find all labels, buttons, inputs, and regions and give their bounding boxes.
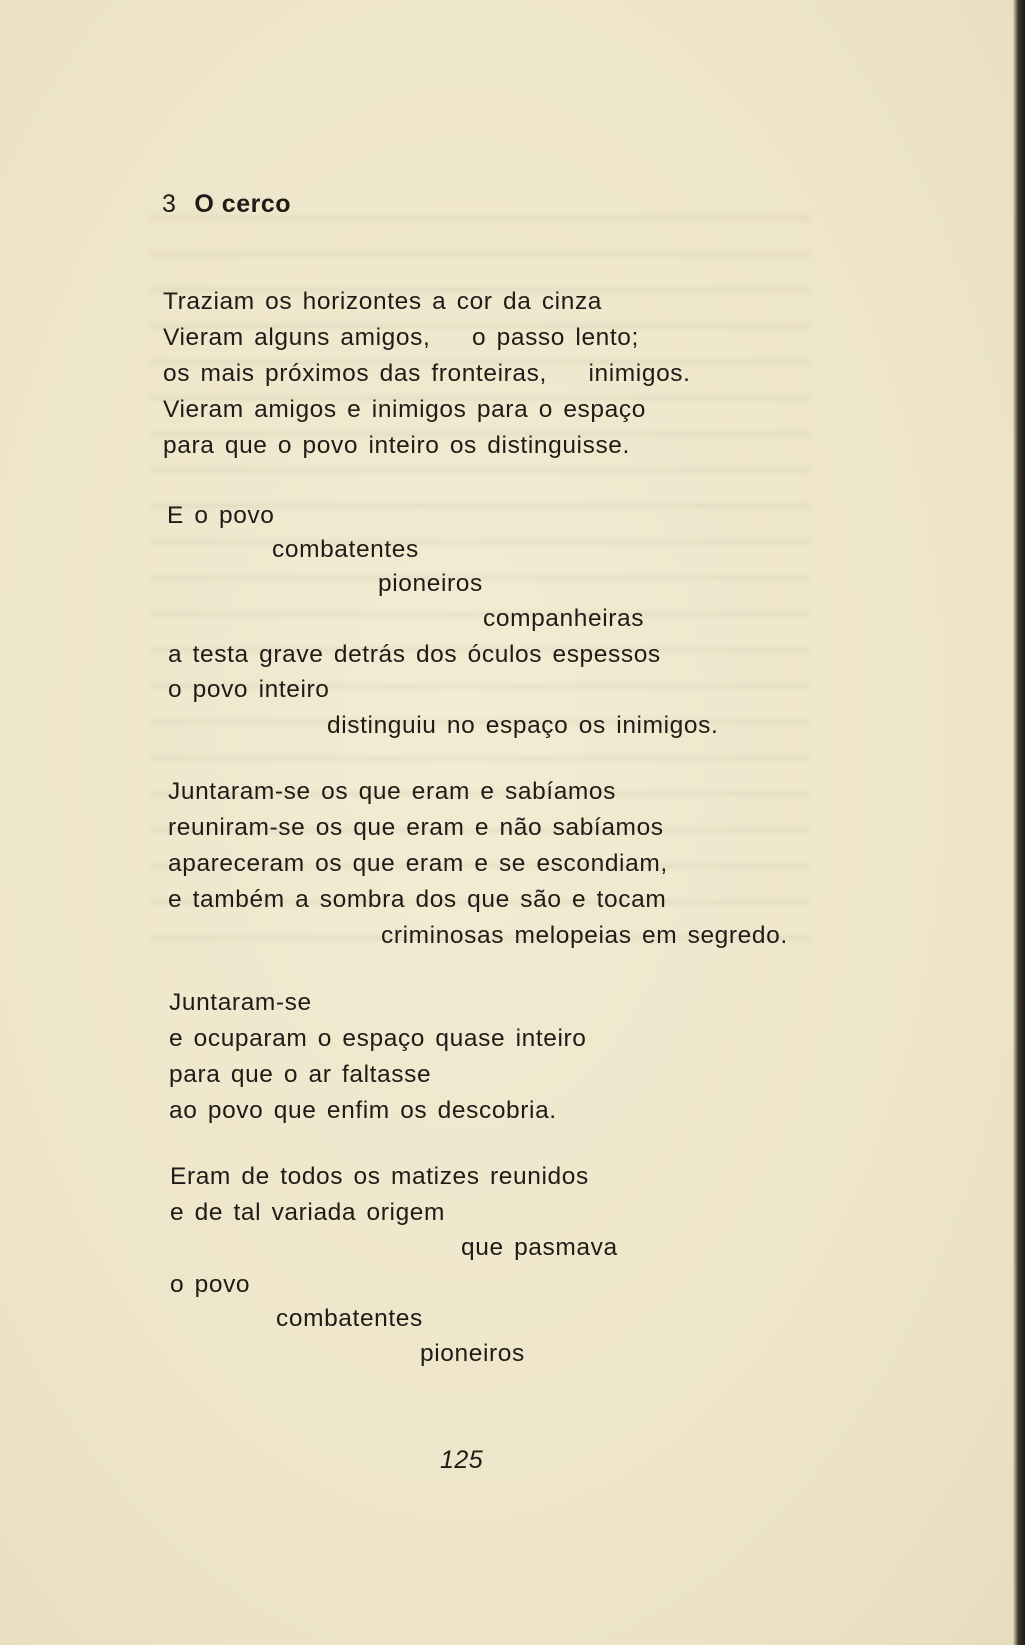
poem-line: E o povo [167,502,275,529]
poem-heading [162,190,291,219]
poem-line: combatentes [276,1305,423,1332]
poem-line: o povo inteiro [168,676,330,703]
poem-line: os mais próximos das fronteiras, inimigos. [163,360,691,387]
poem-line: companheiras [483,605,645,632]
poem-line: Eram de todos os matizes reunidos [170,1163,589,1190]
poem-line: o povo [170,1271,251,1298]
page-number: 125 [440,1446,484,1474]
poem-line: Juntaram-se os que eram e sabíamos [168,778,617,805]
poem-line: que pasmava [461,1234,618,1261]
poem-line: Juntaram-se [169,989,312,1016]
poem-line: a testa grave detrás dos óculos espessos [168,641,661,668]
poem-line: e ocuparam o espaço quase inteiro [169,1025,587,1052]
poem-line: para que o povo inteiro os distinguisse. [163,432,630,459]
poem-line: reuniram-se os que eram e não sabíamos [168,814,664,841]
poem-line: e de tal variada origem [170,1199,446,1226]
poem-line: Vieram alguns amigos, o passo lento; [163,324,639,351]
poem-line: criminosas melopeias em segredo. [381,922,788,949]
poem-line: Traziam os horizontes a cor da cinza [163,288,603,315]
page-edge-shadow [1013,0,1025,1645]
poem-line: para que o ar faltasse [169,1061,432,1088]
poem-line: e também a sombra dos que são e tocam [168,886,667,913]
poem-line: ao povo que enfim os descobria. [169,1097,557,1124]
poem-line: Vieram amigos e inimigos para o espaço [163,396,646,423]
poem-line: pioneiros [420,1340,525,1367]
poem-line: apareceram os que eram e se escondiam, [168,850,668,877]
poem-number: 3 [162,190,177,218]
poem-line: combatentes [272,536,419,563]
poem-title: O cerco [194,190,292,218]
poem-line: pioneiros [378,570,483,597]
poem-line: distinguiu no espaço os inimigos. [327,712,719,739]
